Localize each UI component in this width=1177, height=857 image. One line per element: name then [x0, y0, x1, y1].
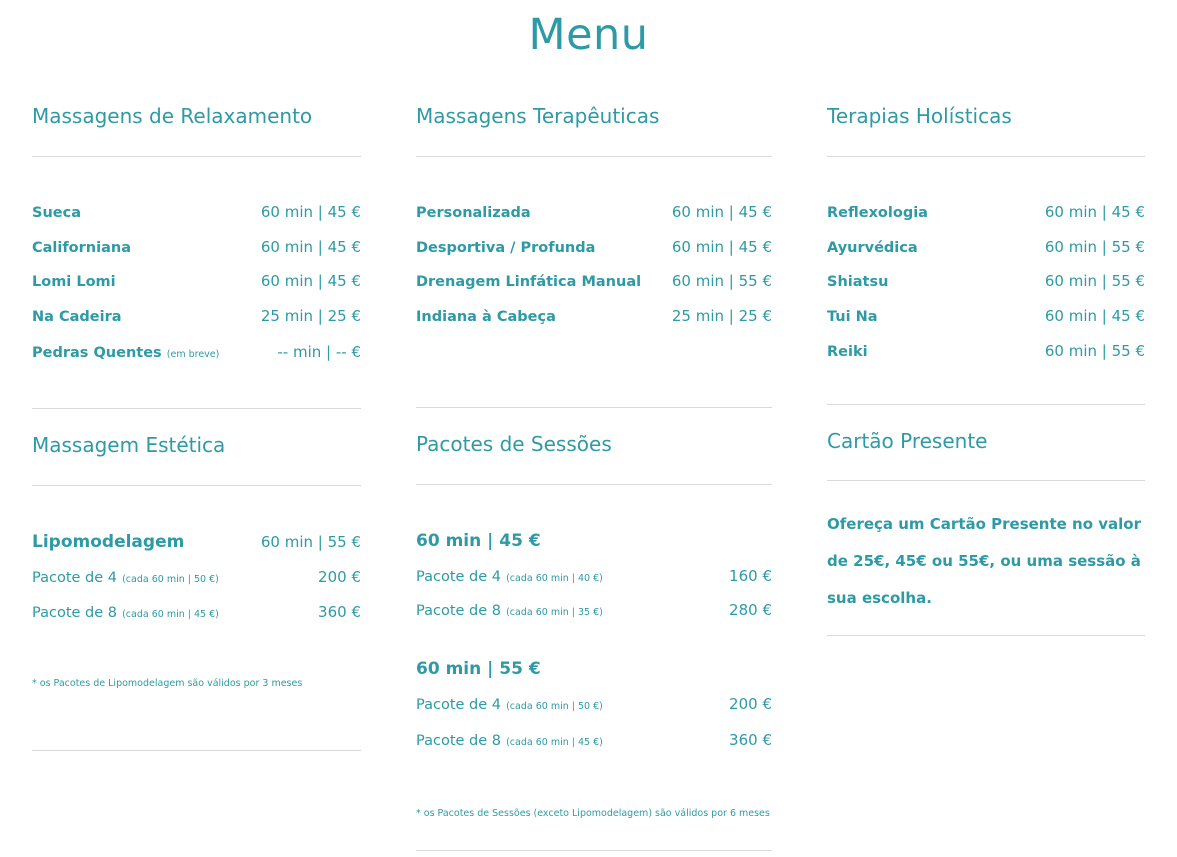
- item-name: Indiana à Cabeça: [416, 309, 556, 325]
- item-name: Lomi Lomi: [32, 274, 116, 290]
- divider: [32, 408, 361, 409]
- package-label-wrap: [416, 600, 603, 619]
- divider: [416, 407, 772, 408]
- group-title: 60 min | 55 €: [416, 659, 541, 679]
- package-price: 280 €: [729, 601, 772, 619]
- package-row: [32, 567, 361, 587]
- item-name: Ayurvédica: [827, 240, 918, 256]
- item-price: -- min | -- €: [277, 343, 361, 361]
- divider: [827, 480, 1145, 481]
- group-title: 60 min | 45 €: [416, 531, 541, 551]
- package-label-wrap: [32, 567, 219, 586]
- item-price: 60 min | 45 €: [671, 238, 772, 256]
- package-label: Pacote de 4: [416, 569, 501, 585]
- item-price: 25 min | 25 €: [260, 307, 361, 325]
- divider: [827, 404, 1145, 405]
- gift-card-description: [827, 506, 1147, 617]
- package-group-title: [416, 531, 772, 551]
- menu-item-sueca: [32, 203, 361, 223]
- menu-item-lomi-lomi: [32, 272, 361, 292]
- divider: [827, 635, 1145, 636]
- coming-soon-note: (em breve): [166, 349, 220, 360]
- item-name: Personalizada: [416, 205, 531, 221]
- item-name: Californiana: [32, 240, 131, 256]
- item-price: 60 min | 55 €: [1044, 272, 1145, 290]
- item-price: 60 min | 45 €: [1044, 307, 1145, 325]
- package-row: [416, 600, 772, 620]
- menu-item-ayurvedica: [827, 238, 1145, 258]
- menu-item-californiana: [32, 238, 361, 258]
- menu-item-reiki: [827, 342, 1145, 362]
- item-name: Tui Na: [827, 309, 878, 325]
- menu-item-indiana: [416, 307, 772, 327]
- package-label-wrap: [32, 602, 219, 621]
- package-label-wrap: [416, 694, 603, 713]
- menu-item-lipomodelagem: [32, 532, 361, 552]
- item-name: Reiki: [827, 344, 868, 360]
- menu-item-na-cadeira: [32, 307, 361, 327]
- section-heading-estetica: Massagem Estética: [32, 433, 226, 457]
- item-name: Desportiva / Profunda: [416, 240, 596, 256]
- pacotes-group-1: [416, 531, 772, 620]
- package-detail: (cada 60 min | 45 €): [122, 609, 219, 620]
- package-row: [416, 730, 772, 750]
- item-price: 60 min | 55 €: [1044, 238, 1145, 256]
- package-row: [416, 694, 772, 714]
- item-price: 60 min | 45 €: [1044, 203, 1145, 221]
- item-name: Shiatsu: [827, 274, 889, 290]
- section-heading-cartao: Cartão Presente: [827, 429, 988, 453]
- menu-item-shiatsu: [827, 272, 1145, 292]
- package-row: [416, 566, 772, 586]
- estetica-list: [32, 532, 361, 622]
- package-label-wrap: [416, 566, 603, 585]
- package-price: 200 €: [729, 695, 772, 713]
- gift-line: de 25€, 45€ ou 55€, ou uma sessão à: [827, 552, 1141, 570]
- item-name: Sueca: [32, 205, 81, 221]
- package-label-wrap: [416, 730, 603, 749]
- item-price: 60 min | 55 €: [1044, 342, 1145, 360]
- validity-note: * os Pacotes de Sessões (exceto Lipomodelagem) são válidos por 6 meses: [416, 808, 770, 819]
- item-name-wrap: [32, 342, 219, 361]
- divider: [827, 156, 1145, 157]
- section-heading-holisticas: Terapias Holísticas: [827, 104, 1012, 128]
- pacotes-group-2: [416, 659, 772, 750]
- package-group-title: [416, 659, 772, 679]
- item-price: 60 min | 55 €: [260, 533, 361, 551]
- menu-item-personalizada: [416, 203, 772, 223]
- item-price: 60 min | 45 €: [260, 272, 361, 290]
- menu-item-drenagem: [416, 272, 772, 292]
- package-row: [32, 602, 361, 622]
- divider: [32, 156, 361, 157]
- section-heading-pacotes: Pacotes de Sessões: [416, 432, 612, 456]
- relax-list: [32, 203, 361, 362]
- menu-item-tui-na: [827, 307, 1145, 327]
- page-title: Menu: [528, 10, 649, 60]
- package-detail: (cada 60 min | 50 €): [122, 574, 219, 585]
- gift-line: Ofereça um Cartão Presente no valor: [827, 515, 1141, 533]
- divider: [32, 750, 361, 751]
- item-name: Na Cadeira: [32, 309, 122, 325]
- item-price: 60 min | 45 €: [260, 238, 361, 256]
- package-price: 160 €: [729, 567, 772, 585]
- item-price: 60 min | 55 €: [671, 272, 772, 290]
- menu-item-desportiva: [416, 238, 772, 258]
- package-price: 200 €: [318, 568, 361, 586]
- menu-item-reflexologia: [827, 203, 1145, 223]
- terap-list: [416, 203, 772, 327]
- item-name: Lipomodelagem: [32, 532, 185, 552]
- divider: [416, 850, 772, 851]
- package-detail: (cada 60 min | 50 €): [506, 701, 603, 712]
- package-label: Pacote de 8: [416, 603, 501, 619]
- divider: [416, 484, 772, 485]
- menu-item-pedras-quentes: [32, 342, 361, 362]
- package-detail: (cada 60 min | 35 €): [506, 607, 603, 618]
- divider: [416, 156, 772, 157]
- package-label: Pacote de 4: [416, 697, 501, 713]
- item-name: Reflexologia: [827, 205, 928, 221]
- package-detail: (cada 60 min | 40 €): [506, 573, 603, 584]
- section-heading-relaxamento: Massagens de Relaxamento: [32, 104, 313, 128]
- item-price: 25 min | 25 €: [671, 307, 772, 325]
- section-heading-terapeuticas: Massagens Terapêuticas: [416, 104, 660, 128]
- package-detail: (cada 60 min | 45 €): [506, 737, 603, 748]
- gift-line: sua escolha.: [827, 589, 932, 607]
- divider: [32, 485, 361, 486]
- holis-list: [827, 203, 1145, 362]
- validity-note: * os Pacotes de Lipomodelagem são válidos por 3 meses: [32, 678, 303, 689]
- package-label: Pacote de 8: [416, 733, 501, 749]
- item-name: Pedras Quentes: [32, 345, 162, 361]
- package-price: 360 €: [318, 603, 361, 621]
- package-label: Pacote de 8: [32, 605, 117, 621]
- item-name: Drenagem Linfática Manual: [416, 274, 642, 290]
- item-price: 60 min | 45 €: [260, 203, 361, 221]
- package-price: 360 €: [729, 731, 772, 749]
- item-price: 60 min | 45 €: [671, 203, 772, 221]
- package-label: Pacote de 4: [32, 570, 117, 586]
